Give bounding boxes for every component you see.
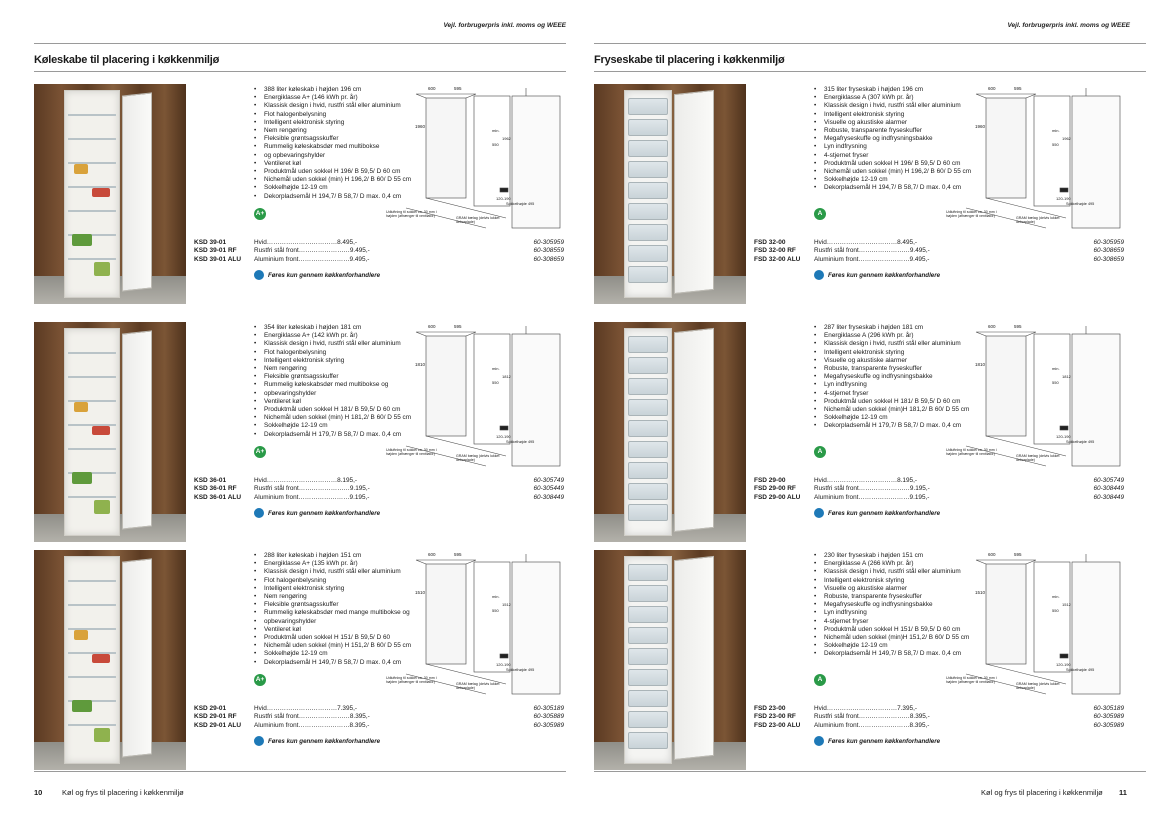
model-code: FSD 29-00 ALU	[754, 493, 801, 501]
price-row: Aluminium front……………………8.395,-	[254, 721, 370, 729]
price-list	[254, 477, 370, 502]
product-section	[34, 322, 566, 542]
spec-item: • Megafryseskuffe og indfrysningsbakke	[812, 601, 982, 609]
spec-item: • og opbevaringshylder	[252, 152, 422, 160]
price-row: Aluminium front……………………9.195,-	[814, 493, 930, 501]
width-label: 600	[428, 324, 436, 329]
info-dot-icon	[254, 508, 264, 518]
grain-note: GRAM bælag (delvis lukket dekorplade)	[456, 454, 500, 463]
depth-label: 595	[454, 552, 462, 557]
niche-min-label: min.	[1052, 128, 1060, 133]
spec-item: • Dekorpladsemål H 179,7/ B 58,7/ D max. 0,4 cm	[812, 422, 982, 430]
spec-item: • Dekorpladsemål H 194,7/ B 58,7/ D max. 0,4 cm	[812, 184, 982, 192]
info-dot-icon	[254, 736, 264, 746]
model-code: FSD 32-00 RF	[754, 247, 796, 255]
model-code: KSD 36-01 ALU	[194, 493, 242, 501]
spec-item: • Sokkelhøjde 12-19 cm	[812, 414, 982, 422]
price-row: Aluminium front……………………8.395,-	[814, 721, 930, 729]
dealer-note-text: Føres kun gennem køkkenforhandlere	[268, 509, 381, 517]
model-code: FSD 23-00 RF	[754, 713, 796, 721]
energy-label-icon: A+	[254, 446, 266, 458]
product-photo	[594, 84, 746, 304]
product-photo	[34, 84, 186, 304]
header-divider	[594, 43, 1146, 44]
spec-item: • Rummelig køleskabsdør med multibokse og	[252, 381, 422, 389]
article-number: 60-305989	[1093, 721, 1124, 729]
spec-item: • Rummelig køleskabsdør med multibokse	[252, 143, 422, 151]
grain-note: GRAM bælag (delvis lukket dekorplade)	[1016, 682, 1060, 691]
depth-label: 595	[454, 86, 462, 91]
spec-item: • Robuste, transparente fryseskuffer	[812, 127, 982, 135]
footer-divider	[34, 771, 566, 772]
spec-item: • Intelligent elektronisk styring	[812, 577, 982, 585]
spec-item: • Visuelle og akustiske alarmer	[812, 119, 982, 127]
price-row: Hvid……………………………7.395,-	[254, 705, 357, 712]
spec-item: • Produktmål uden sokkel H 151/ B 59,5/ D 60	[252, 634, 422, 642]
energy-label-icon: A	[814, 446, 826, 458]
niche-min-label: min.	[492, 128, 500, 133]
sokkel-label: 120-190	[496, 196, 511, 201]
spec-item: • 4-stjernet fryser	[812, 152, 982, 160]
price-row: Hvid……………………………8.495,-	[254, 239, 357, 246]
height-label: 1810	[415, 362, 426, 367]
height-label: 1510	[415, 590, 426, 595]
sokkel-label: 120-190	[496, 662, 511, 667]
price-note: Vejl. forbrugerpris inkl. moms og WEEE	[443, 22, 566, 29]
article-number: 60-308659	[533, 255, 564, 263]
info-dot-icon	[814, 508, 824, 518]
article-number: 60-305449	[533, 485, 564, 493]
article-number: 60-305989	[1093, 713, 1124, 721]
spec-item: • Sokkelhøjde 12-19 cm	[252, 422, 422, 430]
spec-item: • Energiklasse A (296 kWh pr. år)	[812, 332, 982, 340]
spec-item: • Flot halogenbelysning	[252, 577, 422, 585]
spec-item: • Energiklasse A (266 kWh pr. år)	[812, 560, 982, 568]
spec-item: • Nichemål uden sokkel (min) H 196,2/ B 60/ D 55 cm	[812, 168, 982, 176]
spec-item: • 354 liter køleskab i højden 181 cm	[252, 324, 422, 332]
spec-item: • Ventileret køl	[252, 626, 422, 634]
price-row: Rustfri stål front……………………8.395,-	[814, 713, 930, 721]
page-number: 11	[1119, 788, 1127, 797]
spec-item: • 388 liter køleskab i højden 196 cm	[252, 86, 422, 94]
article-numbers	[484, 477, 564, 502]
vent-note: Udluftning til sokkel ca. 30 mm i højden (afhænger til ventilator)	[386, 210, 437, 219]
dealer-note-text: Føres kun gennem køkkenforhandlere	[268, 271, 381, 279]
spec-item: • Ventileret køl	[252, 398, 422, 406]
spec-item: • Nichemål uden sokkel (min)H 181,2/ B 60/ D 55 cm	[812, 406, 982, 414]
vent-note: Udluftning til sokkel ca. 30 mm i højden (afhænger til ventilator)	[946, 676, 997, 685]
spec-item: • Klassisk design i hvid, rustfri stål eller aluminium	[252, 340, 422, 348]
width-label: 600	[988, 324, 996, 329]
spec-item: • Megafryseskuffe og indfrysningsbakke	[812, 135, 982, 143]
spec-item: • Nem rengøring	[252, 365, 422, 373]
sokkel-label: 120-190	[496, 434, 511, 439]
niche-min-label: min.	[492, 366, 500, 371]
spec-item: • Megafryseskuffe og indfrysningsbakke	[812, 373, 982, 381]
niche-depth-label: 550	[492, 608, 499, 613]
spec-item: • Dekorpladsemål H 179,7/ B 58,7/ D max. 0,4 cm	[252, 431, 422, 439]
spec-item: • 4-stjernet fryser	[812, 618, 982, 626]
article-number: 60-305959	[1093, 239, 1124, 246]
article-numbers	[484, 239, 564, 264]
spec-item: • 288 liter køleskab i højden 151 cm	[252, 552, 422, 560]
spec-item: • Intelligent elektronisk styring	[252, 119, 422, 127]
vent-note: Udluftning til sokkel ca. 30 mm i højden (afhænger til ventilator)	[386, 676, 437, 685]
product-section	[34, 550, 566, 770]
price-row: Aluminium front……………………9.495,-	[814, 255, 930, 263]
footer-divider	[594, 771, 1146, 772]
dimension-diagram	[386, 550, 586, 700]
header-divider	[34, 43, 566, 44]
title-divider	[34, 71, 566, 72]
info-dot-icon	[814, 270, 824, 280]
sokkel-label: 120-190	[1056, 196, 1071, 201]
price-list	[814, 705, 930, 730]
spec-item: • opbevaringshylder	[252, 618, 422, 626]
width-label: 600	[988, 552, 996, 557]
spec-item: • Nichemål uden sokkel (min) H 196,2/ B 60/ D 55 cm	[252, 176, 422, 184]
dimension-diagram	[946, 322, 1146, 472]
spec-item: • 315 liter fryseskab i højden 196 cm	[812, 86, 982, 94]
footer-text: Køl og frys til placering i køkkenmiljø	[62, 788, 184, 797]
depth-label: 595	[1014, 324, 1022, 329]
model-code: KSD 29-01 ALU	[194, 721, 242, 729]
model-codes	[194, 239, 241, 264]
grain-note: GRAM bælag (delvis lukket dekorplade)	[456, 682, 500, 691]
model-code: FSD 32-00 ALU	[754, 255, 801, 263]
niche-depth-label: 550	[492, 142, 499, 147]
spec-item: • Dekorpladsemål H 149,7/ B 58,7/ D max. 0,4 cm	[252, 659, 422, 667]
spec-item: • Klassisk design i hvid, rustfri stål eller aluminium	[252, 102, 422, 110]
article-number: 60-305749	[1093, 477, 1124, 484]
height-label: 1810	[975, 362, 986, 367]
right-page	[580, 0, 1160, 820]
article-number: 60-305889	[533, 713, 564, 721]
sokkel-label: 120-190	[1056, 662, 1071, 667]
dealer-note-text: Føres kun gennem køkkenforhandlere	[828, 271, 941, 279]
spec-item: • 287 liter fryseskab i højden 181 cm	[812, 324, 982, 332]
niche-depth-label: 550	[492, 380, 499, 385]
price-row: Rustfri stål front……………………9.495,-	[254, 247, 370, 255]
article-number: 60-305989	[533, 721, 564, 729]
niche-height-label: 1812	[502, 374, 511, 379]
spec-item: • Robuste, transparente fryseskuffer	[812, 593, 982, 601]
article-number: 60-308659	[1093, 255, 1124, 263]
spec-item: • Fleksible grøntsagsskuffer	[252, 135, 422, 143]
spec-item: • Visuelle og akustiske alarmer	[812, 357, 982, 365]
article-number: 60-305189	[533, 705, 564, 712]
vent-note: Udluftning til sokkel ca. 30 mm i højden (afhænger til ventilator)	[946, 210, 997, 219]
spec-item: • Nem rengøring	[252, 127, 422, 135]
model-codes	[754, 239, 800, 264]
spec-item: • Nichemål uden sokkel (min) H 151,2/ B 60/ D 55 cm	[252, 642, 422, 650]
product-photo	[34, 550, 186, 770]
spec-item: • Produktmål uden sokkel H 181/ B 59,5/ D 60 cm	[252, 406, 422, 414]
dealer-note-text: Føres kun gennem køkkenforhandlere	[828, 509, 941, 517]
price-row: Hvid……………………………8.495,-	[814, 239, 917, 246]
height-label: 1510	[975, 590, 986, 595]
spec-item: • Robuste, transparente fryseskuffer	[812, 365, 982, 373]
model-code: KSD 36-01 RF	[194, 485, 237, 493]
niche-min-label: min.	[1052, 594, 1060, 599]
title-divider	[594, 71, 1146, 72]
sokkel-label: 120-190	[1056, 434, 1071, 439]
spec-item: • Energiklasse A+ (135 kWh pr. år)	[252, 560, 422, 568]
width-label: 600	[988, 86, 996, 91]
height-label: 1960	[415, 124, 426, 129]
dealer-note	[254, 508, 380, 518]
dealer-note-text: Føres kun gennem køkkenforhandlere	[828, 737, 941, 745]
price-row: Hvid……………………………8.195,-	[254, 477, 357, 484]
spec-item: • Fleksible grøntsagsskuffer	[252, 373, 422, 381]
model-code: KSD 36-01	[194, 477, 227, 484]
price-row: Aluminium front……………………9.195,-	[254, 493, 370, 501]
spec-item: • Klassisk design i hvid, rustfri stål eller aluminium	[812, 102, 982, 110]
price-note: Vejl. forbrugerpris inkl. moms og WEEE	[1007, 22, 1130, 29]
model-code: KSD 29-01	[194, 705, 227, 712]
spec-item: • Produktmål uden sokkel H 196/ B 59,5/ D 60 cm	[252, 168, 422, 176]
vent-note: Udluftning til sokkel ca. 30 mm i højden (afhænger til ventilator)	[386, 448, 437, 457]
spec-item: • opbevaringshylder	[252, 390, 422, 398]
article-number: 60-308449	[1093, 485, 1124, 493]
product-section	[594, 550, 1146, 770]
spec-item: • Nichemål uden sokkel (min) H 181,2/ B 60/ D 55 cm	[252, 414, 422, 422]
spec-item: • 4-stjernet fryser	[812, 390, 982, 398]
spec-item: • Klassisk design i hvid, rustfri stål eller aluminium	[252, 568, 422, 576]
spec-item: • Energiklasse A+ (146 kWh pr. år)	[252, 94, 422, 102]
page-title: Fryseskabe til placering i køkkenmiljø	[594, 54, 785, 66]
niche-min-label: min.	[492, 594, 500, 599]
sokkel-height-label: Sokkelhøjde 495	[506, 202, 535, 206]
product-photo	[594, 322, 746, 542]
info-dot-icon	[254, 270, 264, 280]
product-section	[594, 322, 1146, 542]
article-numbers	[484, 705, 564, 730]
product-section	[34, 84, 566, 304]
model-code: KSD 39-01 ALU	[194, 255, 242, 263]
spec-item: • Nem rengøring	[252, 593, 422, 601]
product-photo	[34, 322, 186, 542]
depth-label: 595	[1014, 552, 1022, 557]
spec-item: • 230 liter fryseskab i højden 151 cm	[812, 552, 982, 560]
spec-item: • Nichemål uden sokkel (min)H 151,2/ B 60/ D 55 cm	[812, 634, 982, 642]
price-row: Rustfri stål front……………………9.495,-	[814, 247, 930, 255]
model-code: KSD 39-01 RF	[194, 247, 237, 255]
dealer-note-text: Føres kun gennem køkkenforhandlere	[268, 737, 381, 745]
sokkel-height-label: Sokkelhøjde 495	[1066, 202, 1095, 206]
dealer-note	[814, 508, 940, 518]
spec-item: • Visuelle og akustiske alarmer	[812, 585, 982, 593]
sokkel-height-label: Sokkelhøjde 495	[506, 668, 535, 672]
spec-item: • Lyn indfrysning	[812, 609, 982, 617]
model-codes	[754, 477, 800, 502]
spec-item: • Ventileret køl	[252, 160, 422, 168]
product-section	[594, 84, 1146, 304]
model-codes	[194, 705, 241, 730]
grain-note: GRAM bælag (delvis lukket dekorplade)	[1016, 216, 1060, 225]
dealer-note	[254, 736, 380, 746]
product-photo	[594, 550, 746, 770]
article-number: 60-308449	[533, 493, 564, 501]
spec-item: • Sokkelhøjde 12-19 cm	[252, 184, 422, 192]
model-codes	[194, 477, 241, 502]
spec-item: • Dekorpladsemål H 194,7/ B 58,7/ D max. 0,4 cm	[252, 193, 422, 201]
niche-height-label: 1512	[1062, 602, 1071, 607]
model-code: FSD 23-00	[754, 705, 786, 712]
vent-note: Udluftning til sokkel ca. 30 mm i højden (afhænger til ventilator)	[946, 448, 997, 457]
article-number: 60-305959	[533, 239, 564, 246]
spec-item: • Klassisk design i hvid, rustfri stål eller aluminium	[812, 340, 982, 348]
spec-item: • Produktmål uden sokkel H 196/ B 59,5/ D 60 cm	[812, 160, 982, 168]
energy-label-icon: A+	[254, 674, 266, 686]
spec-item: • Dekorpladsemål H 149,7/ B 58,7/ D max. 0,4 cm	[812, 650, 982, 658]
dimension-diagram	[946, 84, 1146, 234]
spec-item: • Intelligent elektronisk styring	[252, 585, 422, 593]
niche-height-label: 1962	[502, 136, 511, 141]
energy-label-icon: A	[814, 674, 826, 686]
width-label: 600	[428, 86, 436, 91]
model-code: FSD 23-00 ALU	[754, 721, 801, 729]
article-number: 60-308449	[1093, 493, 1124, 501]
sokkel-height-label: Sokkelhøjde 495	[506, 440, 535, 444]
model-code: FSD 29-00	[754, 477, 786, 484]
grain-note: GRAM bælag (delvis lukket dekorplade)	[456, 216, 500, 225]
price-list	[254, 239, 370, 264]
price-row: Aluminium front……………………9.495,-	[254, 255, 370, 263]
dimension-diagram	[386, 322, 586, 472]
spec-item: • Sokkelhøjde 12-19 cm	[252, 650, 422, 658]
sokkel-height-label: Sokkelhøjde 495	[1066, 440, 1095, 444]
spec-item: • Intelligent elektronisk styring	[812, 111, 982, 119]
article-numbers	[1044, 477, 1124, 502]
price-list	[814, 239, 930, 264]
energy-label-icon: A	[814, 208, 826, 220]
niche-depth-label: 550	[1052, 380, 1059, 385]
model-code: FSD 29-00 RF	[754, 485, 796, 493]
depth-label: 595	[1014, 86, 1022, 91]
spec-item: • Produktmål uden sokkel H 181/ B 59,5/ D 60 cm	[812, 398, 982, 406]
price-row: Rustfri stål front……………………9.195,-	[254, 485, 370, 493]
price-row: Rustfri stål front……………………9.195,-	[814, 485, 930, 493]
price-list	[254, 705, 370, 730]
model-code: KSD 39-01	[194, 239, 227, 246]
info-dot-icon	[814, 736, 824, 746]
spec-item: • Fleksible grøntsagsskuffer	[252, 601, 422, 609]
spec-item: • Energiklasse A (307 kWh pr. år)	[812, 94, 982, 102]
spec-item: • Lyn indfrysning	[812, 381, 982, 389]
dealer-note	[814, 736, 940, 746]
page-title: Køleskabe til placering i køkkenmiljø	[34, 54, 220, 66]
grain-note: GRAM bælag (delvis lukket dekorplade)	[1016, 454, 1060, 463]
niche-height-label: 1512	[502, 602, 511, 607]
energy-label-icon: A+	[254, 208, 266, 220]
spec-item: • Intelligent elektronisk styring	[812, 349, 982, 357]
footer-text: Køl og frys til placering i køkkenmiljø	[981, 788, 1103, 797]
article-number: 60-305749	[533, 477, 564, 484]
page-number: 10	[34, 788, 43, 797]
dealer-note	[254, 270, 380, 280]
price-list	[814, 477, 930, 502]
price-row: Hvid……………………………7.395,-	[814, 705, 917, 712]
width-label: 600	[428, 552, 436, 557]
price-row: Hvid……………………………8.195,-	[814, 477, 917, 484]
niche-depth-label: 550	[1052, 142, 1059, 147]
spec-item: • Flot halogenbelysning	[252, 111, 422, 119]
article-number: 60-308559	[533, 247, 564, 255]
depth-label: 595	[454, 324, 462, 329]
model-codes	[754, 705, 800, 730]
article-number: 60-305189	[1093, 705, 1124, 712]
spec-item: • Sokkelhøjde 12-19 cm	[812, 642, 982, 650]
article-numbers	[1044, 239, 1124, 264]
spec-item: • Sokkelhøjde 12-19 cm	[812, 176, 982, 184]
niche-height-label: 1812	[1062, 374, 1071, 379]
dimension-diagram	[386, 84, 586, 234]
spec-item: • Flot halogenbelysning	[252, 349, 422, 357]
article-numbers	[1044, 705, 1124, 730]
sokkel-height-label: Sokkelhøjde 495	[1066, 668, 1095, 672]
dimension-diagram	[946, 550, 1146, 700]
model-code: FSD 32-00	[754, 239, 786, 246]
height-label: 1960	[975, 124, 986, 129]
model-code: KSD 29-01 RF	[194, 713, 237, 721]
spec-item: • Intelligent elektronisk styring	[252, 357, 422, 365]
dealer-note	[814, 270, 940, 280]
spec-item: • Rummelig køleskabsdør med mange multibokse og	[252, 609, 422, 617]
spec-item: • Energiklasse A+ (142 kWh pr. år)	[252, 332, 422, 340]
spec-item: • Klassisk design i hvid, rustfri stål eller aluminium	[812, 568, 982, 576]
spec-item: • Produktmål uden sokkel H 151/ B 59,5/ D 60 cm	[812, 626, 982, 634]
niche-depth-label: 550	[1052, 608, 1059, 613]
niche-min-label: min.	[1052, 366, 1060, 371]
article-number: 60-308659	[1093, 247, 1124, 255]
price-row: Rustfri stål front……………………8.395,-	[254, 713, 370, 721]
niche-height-label: 1962	[1062, 136, 1071, 141]
spec-item: • Lyn indfrysning	[812, 143, 982, 151]
